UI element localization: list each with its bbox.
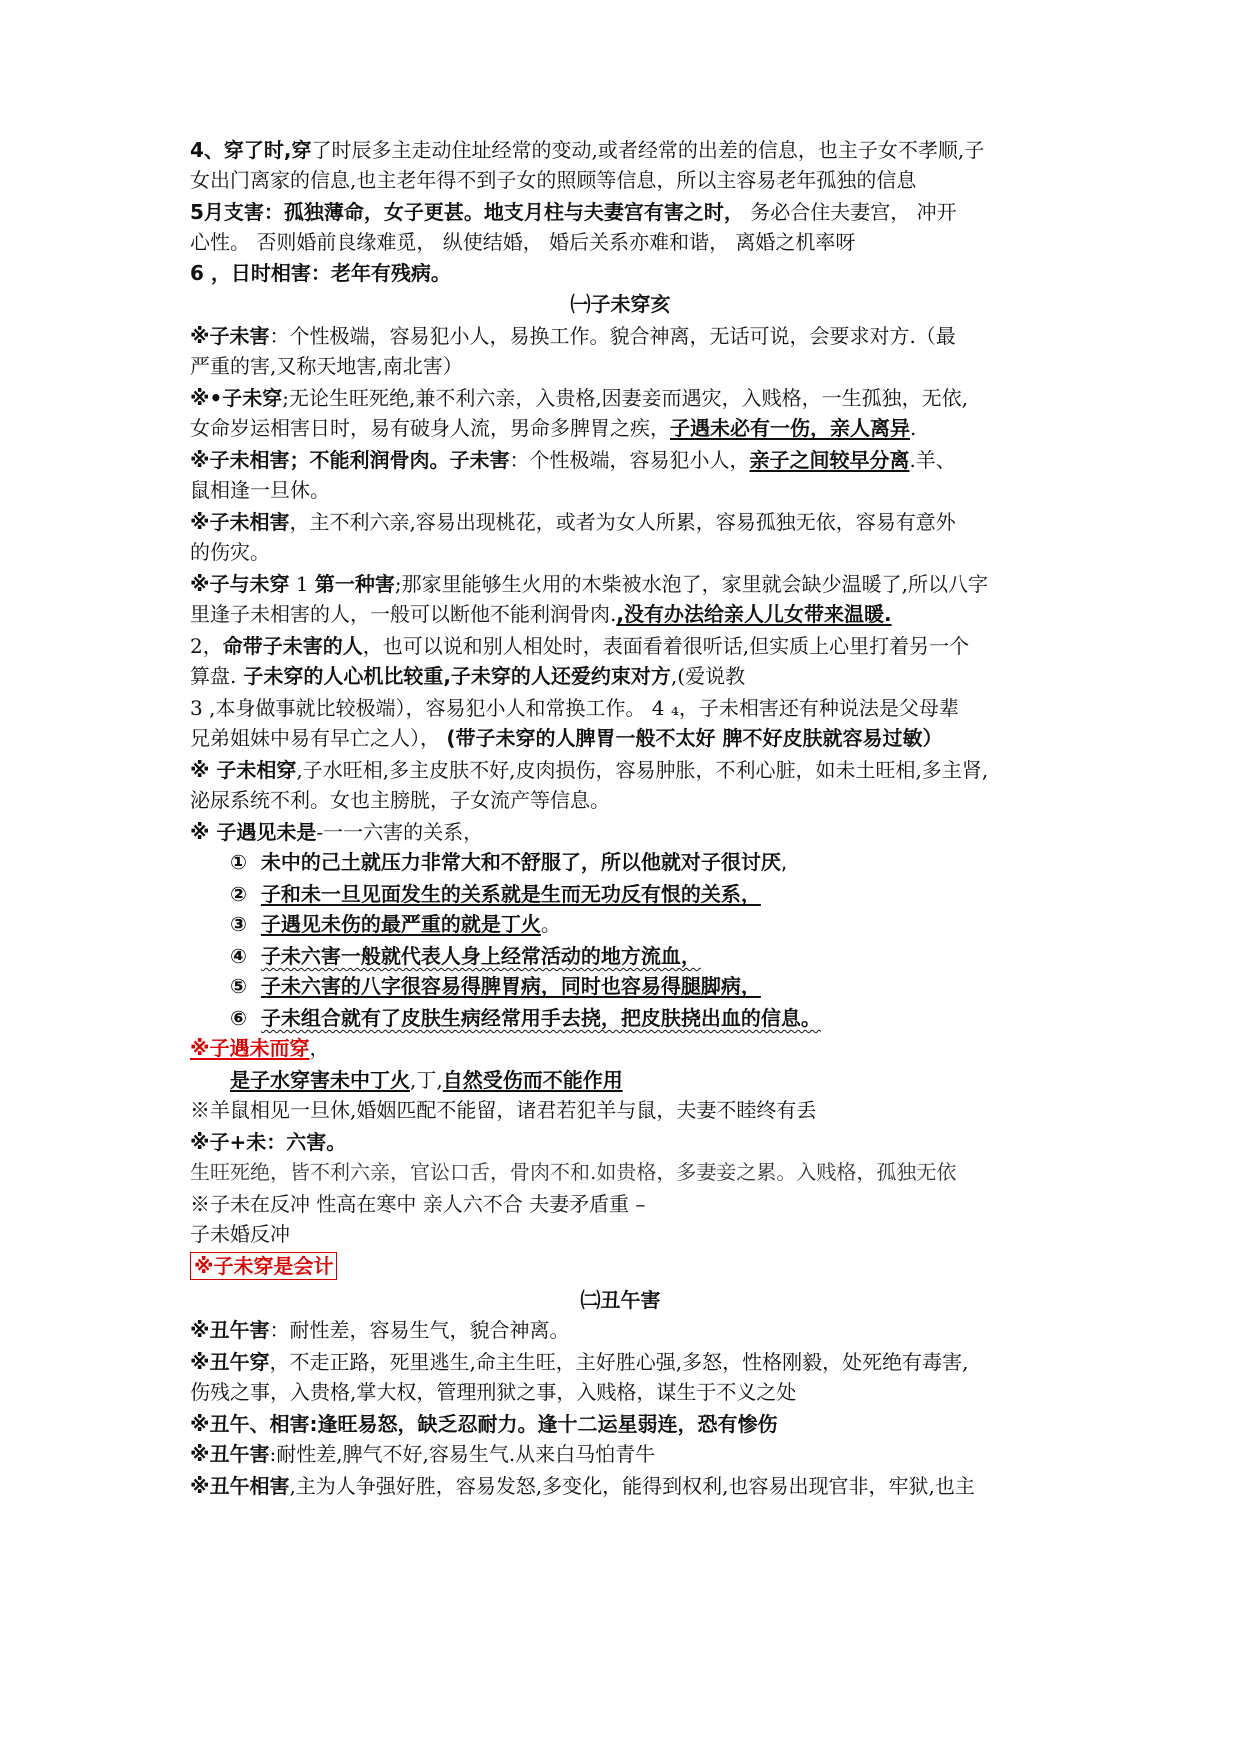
s1-text: ,丁, (410, 1068, 443, 1092)
s1-text: ：个性极端，容易犯小人，易换工作。貌合神离，无话可说，会要求对方.（最 (269, 324, 956, 348)
s1-para-a-line-1 (190, 320, 956, 352)
list-text: 未中的己土就压力非常大和不舒服了，所以他就对子很讨厌 (260, 850, 781, 874)
s1-text: ;无论生旺死绝,兼不利六亲，入贵格,因妻妾而遇灾，入贱格，一生孤独，无依, (282, 386, 969, 410)
s1-term: 第一种害 (314, 572, 395, 596)
s1-para-i-line-1 (190, 754, 988, 786)
s1-para-k-line-2 (230, 1064, 623, 1096)
list-item (230, 878, 761, 910)
s1-para-j-line-1 (190, 816, 483, 848)
s1-term: ※ 子未相穿 (190, 758, 297, 782)
s1-text: ， (309, 1036, 330, 1060)
s1-underlined-text: 是子水穿害未中丁火 (230, 1068, 410, 1092)
s1-para-b-line-2 (190, 412, 916, 444)
s1-term: ※ 子遇见未是 (190, 820, 317, 844)
intro-line-4: 心性。 否则婚前良缘难觅， 纵使结婚， 婚后关系亦难和谐， 离婚之机率呀 (190, 230, 856, 254)
s1-text: 1 (289, 572, 315, 596)
s1-text: . (910, 416, 917, 440)
s1-para-g-line-1: 3 ,本身做事就比较极端），容易犯小人和常换工作。 4 ₄，子未相害还有种说法是父母辈 (190, 696, 959, 720)
s1-underlined-text: 子遇未必有一伤，亲人离异 (670, 416, 910, 440)
s1-para-n-line-1: 生旺死绝，皆不利六亲，官讼口舌，骨肉不和.如贵格，多妻妾之累。入贱格，孤独无依 (190, 1160, 957, 1184)
s1-term: (带子未穿的人脾胃一般不太好 脾不好皮肤就容易过敏） (446, 726, 943, 750)
s1-term: 子未穿的人心机比较重,子未穿的人还爱约束对方 (236, 664, 671, 688)
s1-para-c-line-2: 鼠相逢一旦休。 (190, 478, 330, 502)
intro-heading-5: 5月支害：孤独薄命，女子更甚。地支月柱与夫妻宫有害之时， (190, 200, 744, 224)
s1-term: ※子未害 (190, 324, 270, 348)
s1-underlined-text: ,没有办法给亲人儿女带来温暖. (616, 602, 892, 626)
s2-term: ※丑午害 (190, 1318, 270, 1342)
list-item (230, 846, 787, 878)
s2-para-a-line-1 (190, 1314, 569, 1346)
intro-line-1 (190, 134, 984, 166)
s1-para-p-line-1 (190, 1250, 337, 1282)
intro-line-3 (190, 196, 957, 228)
s1-underlined-text: 自然受伤而不能作用 (442, 1068, 623, 1092)
list-text: 子未组合就有了皮肤生病经常用手去挠，把皮肤挠出血的信息。 (260, 1006, 821, 1030)
s1-text: 兄弟姐妹中易有早亡之人）， (190, 726, 447, 750)
list-number: ⑤ (230, 974, 247, 998)
s1-text: -一一六害的关系， (316, 820, 484, 844)
s1-underlined-text: 亲子之间较早分离 (749, 448, 910, 472)
s1-term: ※子未相害；不能利润骨肉。子未害 (190, 448, 510, 472)
list-text: 子未六害的八字很容易得脾胃病，同时也容易得腿脚病， (260, 974, 761, 998)
s2-text: ，不走正路，死里逃生,命主生旺，主好胜心强,多怒，性格刚毅，处死绝有毒害, (269, 1350, 969, 1374)
s1-text: ，也可以说和别人相处时，表面看着很听话,但实质上心里打着另一个 (362, 634, 970, 658)
s1-text: ，主不利六亲,容易出现桃花，或者为女人所累，容易孤独无依，容易有意外 (289, 510, 956, 534)
s2-text: ,主为人争强好胜，容易发怒,多变化，能得到权利,也容易出现官非，牢狱,也主 (289, 1474, 975, 1498)
s1-term: ※子与未穿 (190, 572, 290, 596)
s2-para-b-line-1 (190, 1346, 969, 1378)
intro-heading-6: 6 ，日时相害：老年有残病。 (190, 261, 451, 285)
s2-para-c-line-1: ※丑午、相害:逢旺易怒，缺乏忍耐力。逢十二运星弱连，恐有惨伤 (190, 1412, 778, 1436)
list-item (230, 940, 701, 972)
list-item (230, 1002, 821, 1034)
section-2-title: ㈡丑午害 (580, 1288, 661, 1312)
s1-para-f-line-1 (190, 630, 969, 662)
s1-term: 命带子未害的人 (222, 634, 363, 658)
s1-text: .羊、 (909, 448, 956, 472)
s1-para-f-line-2 (190, 660, 745, 692)
list-number: ③ (230, 912, 247, 936)
s1-para-o-line-2: 子未婚反冲 (190, 1222, 290, 1246)
list-number: ① (230, 850, 247, 874)
list-text: 子未六害一般就代表人身上经常活动的地方流血， (260, 944, 701, 968)
intro-heading-4: 4、穿了时,穿 (190, 138, 312, 162)
s1-para-l-line-1: ※羊鼠相见一旦休,婚姻匹配不能留，诸君若犯羊与鼠，夫妻不睦终有丢 (190, 1098, 817, 1122)
s2-text: :耐性差,脾气不好,容易生气.从来白马怕青牛 (269, 1442, 656, 1466)
list-number: ④ (230, 944, 247, 968)
s1-term: ※子未相害 (190, 510, 290, 534)
list-text: 子遇见未伤的最严重的就是丁火 (260, 912, 541, 936)
list-text: 子和未一旦见面发生的关系就是生而无功反有恨的关系， (260, 882, 761, 906)
intro-text: 务必合住夫妻宫， 冲开 (743, 200, 957, 224)
s1-para-e-line-2 (190, 598, 892, 630)
s1-para-c-line-1 (190, 444, 956, 476)
s1-para-e-line-1 (190, 568, 988, 600)
s2-term: ※丑午害 (190, 1442, 270, 1466)
s1-para-k-line-1 (190, 1032, 329, 1064)
s2-para-b-line-2: 伤残之事，入贵格,掌大权，管理刑狱之事，入贱格，谋生于不义之处 (190, 1380, 797, 1404)
list-tail: 。 (540, 912, 561, 936)
s1-text: ,子水旺相,多主皮肤不好,皮肉损伤，容易肿胀，不利心脏，如未土旺相,多主肾, (296, 758, 989, 782)
s1-para-d-line-1 (190, 506, 956, 538)
list-tail: , (780, 850, 788, 874)
s2-text: ：耐性差，容易生气，貌合神离。 (269, 1318, 570, 1342)
s2-para-e-line-1 (190, 1470, 975, 1502)
s1-para-i-line-2: 泌尿系统不利。女也主膀胱，子女流产等信息。 (190, 788, 610, 812)
s1-boxed-note: ※子未穿是会计 (190, 1252, 337, 1280)
s1-text: 里逢子未相害的人，一般可以断他不能利润骨肉. (190, 602, 617, 626)
s1-text: ,(爱说教 (670, 664, 746, 688)
s1-text: 女命岁运相害日时，易有破身人流，男命多脾胃之疾， (190, 416, 670, 440)
list-number: ② (230, 882, 247, 906)
s1-para-d-line-2: 的伤灾。 (190, 540, 270, 564)
s2-term: ※丑午穿 (190, 1350, 270, 1374)
list-item (230, 908, 561, 940)
s1-text: ;那家里能够生火用的木柴被水泡了，家里就会缺少温暖了,所以八字 (394, 572, 989, 596)
s1-para-a-line-2: 严重的害,又称天地害,南北害） (190, 354, 463, 378)
s2-para-d-line-1 (190, 1438, 655, 1470)
s1-term: ※•子未穿 (190, 386, 283, 410)
intro-line-2: 女出门离家的信息,也主老年得不到子女的照顾等信息，所以主容易老年孤独的信息 (190, 168, 917, 192)
s1-para-m-line-1: ※子+未：六害。 (190, 1130, 347, 1154)
s1-text: 算盘. (190, 664, 237, 688)
s1-text: 2， (190, 634, 223, 658)
list-item (230, 970, 761, 1002)
s1-para-o-line-1: ※子未在反冲 性高在寒中 亲人六不合 夫妻矛盾重 – (190, 1192, 646, 1216)
section-1-title: ㈠子未穿亥 (570, 292, 671, 316)
intro-text: 了时辰多主走动住址经常的变动,或者经常的出差的信息，也主子女不孝顺,子 (311, 138, 985, 162)
s1-red-heading: ※子遇未而穿 (190, 1036, 310, 1060)
s1-para-h-line-1 (190, 722, 942, 754)
s1-para-b-line-1 (190, 382, 968, 414)
s2-term: ※丑午相害 (190, 1474, 290, 1498)
s1-text: ：个性极端，容易犯小人， (509, 448, 750, 472)
list-number: ⑥ (230, 1006, 247, 1030)
